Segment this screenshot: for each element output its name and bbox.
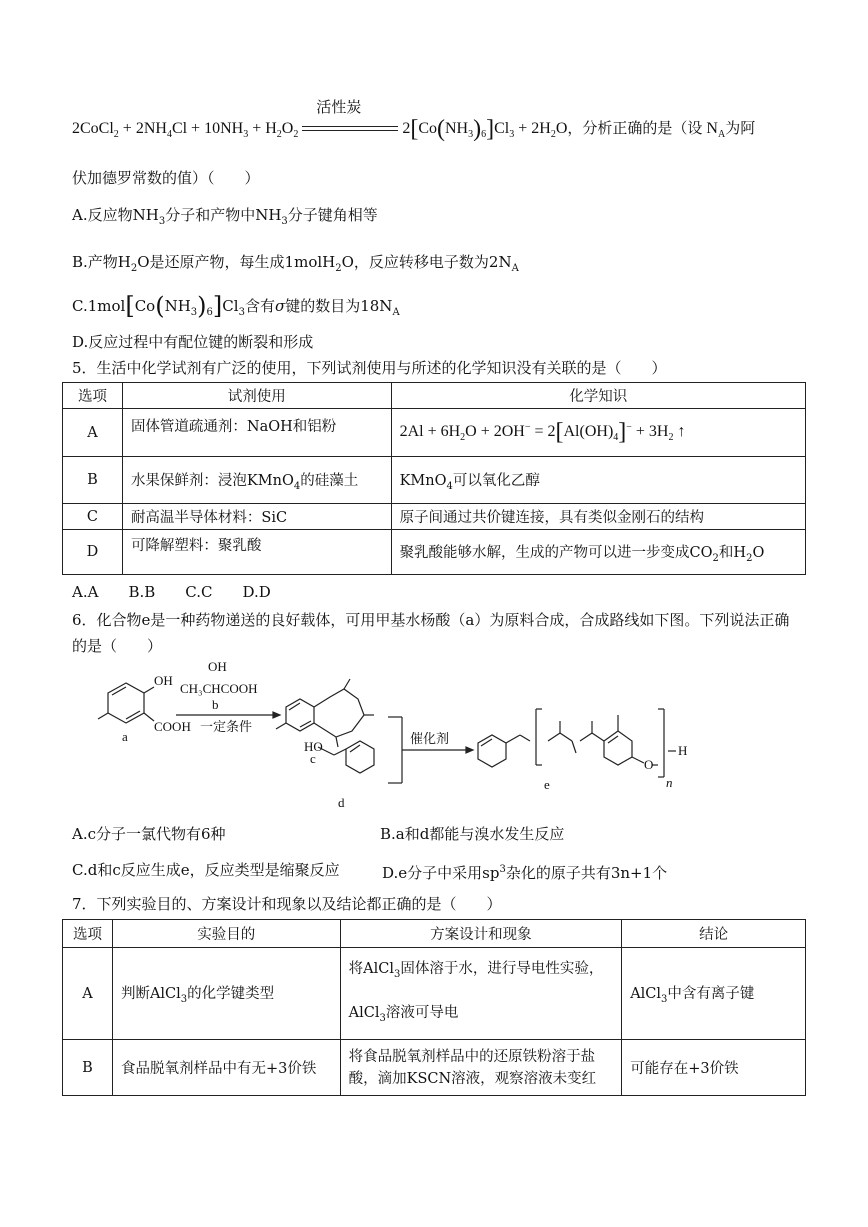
reagent-oh-label: OH (208, 659, 227, 674)
q7-header-plan: 方案设计和现象 (340, 920, 622, 948)
q6-stem-1: 6．化合物e是一种药物递送的良好载体，可用甲基水杨酸（a）为原料合成，合成路线如下图。下列说法正确 (72, 611, 790, 629)
a-cooh-label: COOH (154, 719, 191, 734)
table-row: C 耐高温半导体材料：SiC 原子间通过共价键连接，具有类似金刚石的结构 (63, 504, 806, 530)
condition-label: 一定条件 (200, 720, 253, 735)
synthesis-route-diagram (68, 655, 708, 820)
na-symbol: N (706, 120, 718, 137)
reagent-b-formula: CH₃CHCOOH (180, 681, 258, 696)
table-row: A 固体管道疏通剂：NaOH和铝粉 $2Al + 6H_2O + 2OH^- = 2[Al(OH)_4]^- + 3H_2$ ↑ (63, 409, 806, 457)
q6-option-d: D.e分子中采用$sp^3$杂化的原子共有3n+1个 (382, 864, 668, 882)
q4-tail: ，分析正确的是（设 (567, 119, 703, 137)
q5-header-knowledge: 化学知识 (391, 383, 805, 409)
q6-option-a: A.c分子一氯代物有6种 (72, 825, 226, 843)
q7-header-aim: 实验目的 (112, 920, 340, 948)
catalyst-label: 催化剂 (410, 732, 450, 747)
eq-condition: 活性炭 (316, 98, 362, 117)
q5-table (62, 382, 806, 575)
q7-header-conclusion: 结论 (622, 920, 806, 948)
e-o-label: O (644, 757, 654, 772)
e-h-label: H (678, 743, 688, 758)
a-oh-label: OH (154, 673, 173, 688)
label-e: e (544, 777, 550, 792)
q4-option-a: A.反应物$NH_3$分子和产物中$NH_3$分子键角相等 (72, 206, 378, 227)
q6-option-c: C.d和c反应生成e，反应类型是缩聚反应 (72, 861, 340, 879)
q5-header-use: 试剂使用 (122, 383, 391, 409)
label-b: b (212, 697, 219, 712)
q4-tail2: 为阿 (725, 119, 756, 137)
q7-header-option: 选项 (63, 920, 113, 948)
q4-equation: 2CoCl$_2$ + $2NH_4Cl + 10NH_3 + H_2O_2$ 活性炭 $2[Co(NH_3)_6]Cl_3 + 2H_2O$，分析正确的是（设 $N_A$为阿 (72, 98, 756, 142)
label-d: d (338, 795, 345, 810)
e-n-label: n (666, 775, 673, 790)
table-row: B 水果保鲜剂：浸泡KMnO$_4$的硅藻土 KMnO$_4$可以氧化乙醇 (63, 457, 806, 504)
q4-option-d: D.反应过程中有配位键的断裂和形成 (72, 333, 314, 351)
table-row: A 判断AlCl$_3$的化学键类型 将AlCl$_3$固体溶于水，进行导电性实验， AlCl$_3$溶液可导电 AlCl$_3$中含有离子键 (63, 948, 806, 1040)
label-a: a (122, 729, 128, 744)
q7-table (62, 919, 806, 1096)
table-row: D 可降解塑料：聚乳酸 聚乳酸能够水解，生成的产物可以进一步变成$CO_2$和$H_2O$ (63, 530, 806, 575)
q7-stem: 7．下列实验目的、方案设计和现象以及结论都正确的是（ ） (72, 895, 502, 913)
q6-stem-2: 的是（ ） (72, 637, 163, 655)
q4-option-b: B.产物$H_2O$是还原产物，每生成1molH$_2$O，反应转移电子数为$2N_A$ (72, 253, 519, 274)
q5-a-knowledge: $2Al + 6H_2O + 2OH^- = 2[Al(OH)_4]^- + 3H_2$ ↑ (391, 409, 805, 457)
q4-option-c: $C.1mol[Co(NH_3)_6]Cl_3$含有σ键的数目为$18N_A$ (72, 292, 400, 320)
label-c: c (310, 751, 316, 766)
table-row: B 食品脱氧剂样品中有无+3价铁 将食品脱氧剂样品中的还原铁粉溶于盐 酸，滴加KSCN溶液，观察溶液未变红 可能存在+3价铁 (63, 1040, 806, 1096)
q4-line2: 伏加德罗常数的值）（ ） (72, 169, 260, 187)
d-ho-label: HO (304, 739, 323, 754)
q5-header-option: 选项 (63, 383, 123, 409)
q6-option-b: B.a和d都能与溴水发生反应 (380, 825, 565, 843)
q5-answers: A.A B.B C.C D.D (72, 583, 271, 601)
q5-stem: 5．生活中化学试剂有广泛的使用，下列试剂使用与所述的化学知识没有关联的是（ ） (72, 359, 667, 377)
